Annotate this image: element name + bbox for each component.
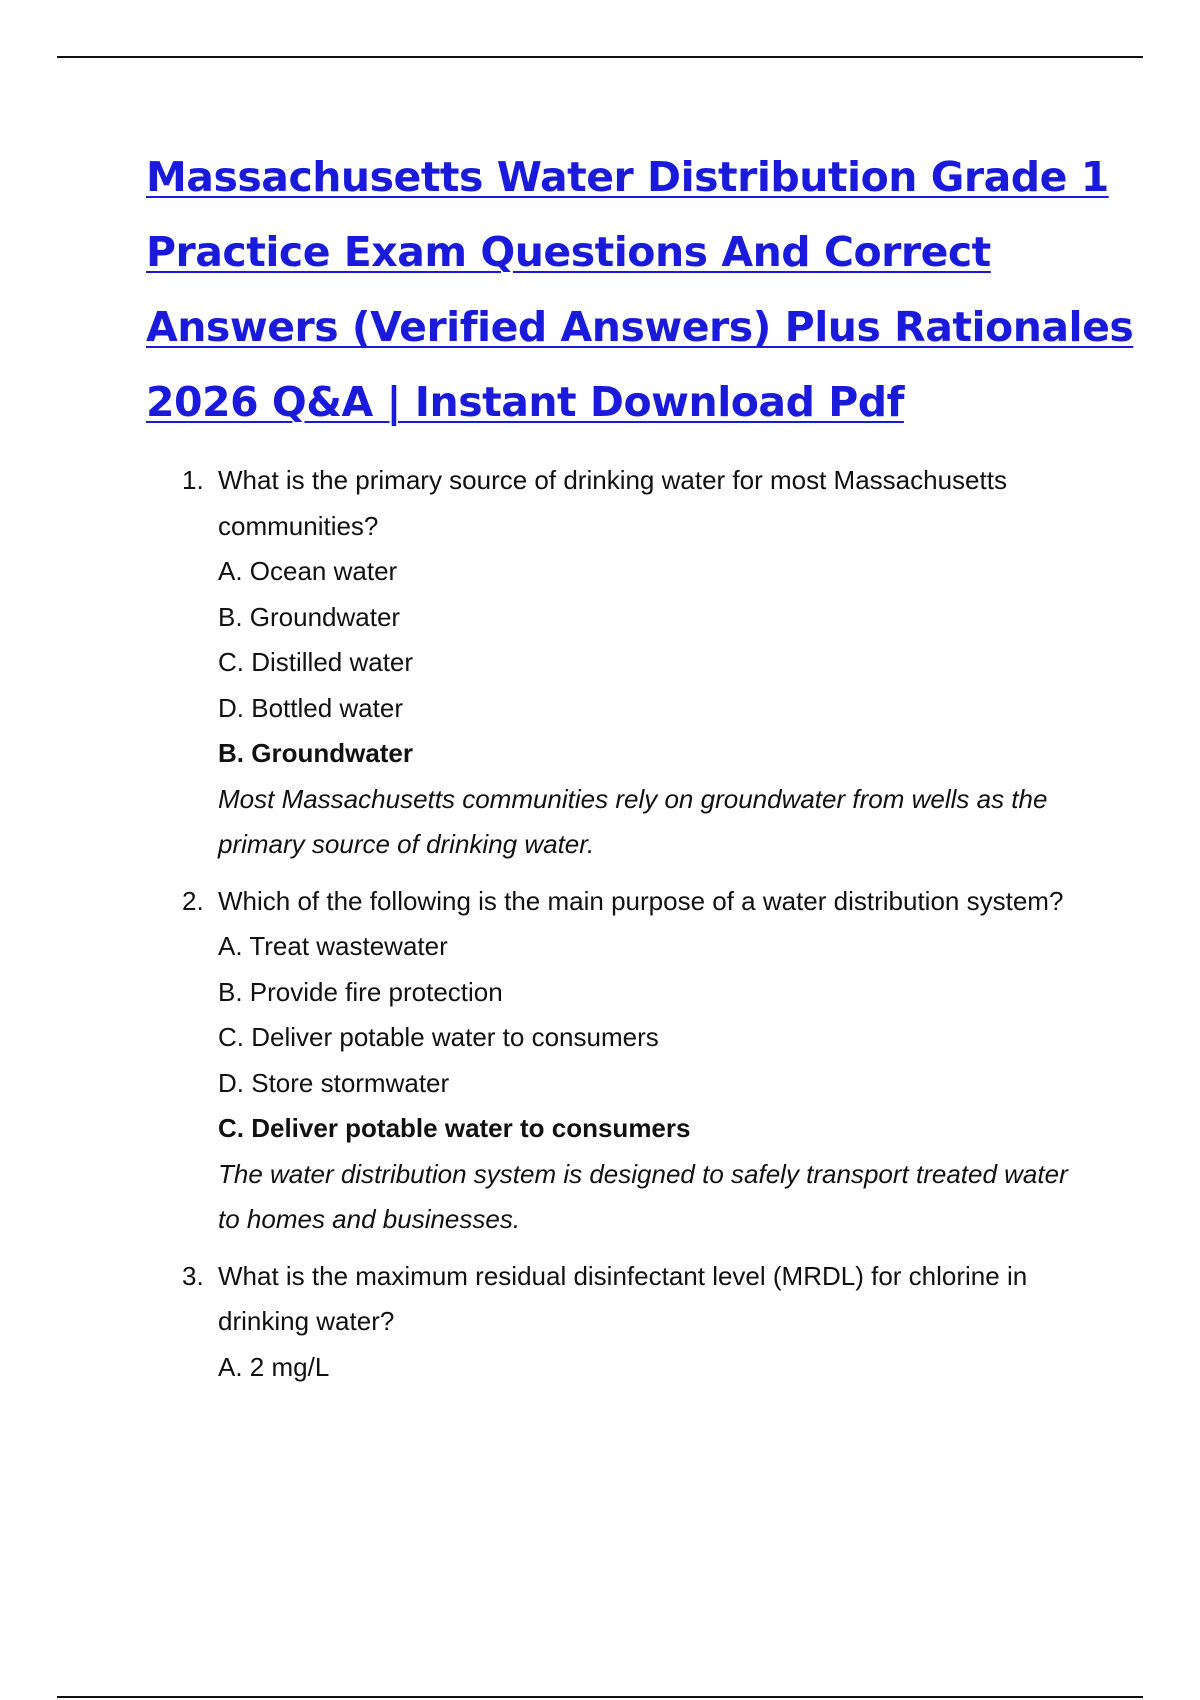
question-number: 2. — [182, 885, 204, 916]
option-b: B. Groundwater — [218, 601, 401, 632]
option-c: C. Distilled water — [218, 647, 414, 677]
rationale: The water distribution system is designed to safely transport treated water to homes and businesses. — [218, 1158, 1068, 1234]
option-a: A. Ocean water — [218, 556, 398, 586]
option-a: A. Treat wastewater — [218, 931, 448, 961]
option-d: D. Store stormwater — [218, 1067, 450, 1098]
question-text: What is the primary source of drinking water for most Massachusetts communities? — [218, 465, 1007, 541]
question-list — [170, 458, 1090, 1401]
correct-answer: B. Groundwater — [218, 738, 414, 768]
question-2 — [170, 879, 1090, 1243]
title-line-1[interactable]: Massachusetts Water Distribution Grade 1 — [146, 153, 1109, 201]
option-d: D. Bottled water — [218, 692, 403, 723]
option-a: A. 2 mg/L — [218, 1351, 330, 1382]
question-number: 3. — [182, 1260, 204, 1291]
question-1 — [170, 458, 1090, 868]
title-line-2[interactable]: Practice Exam Questions And Correct — [146, 228, 991, 276]
option-c: C. Deliver potable water to consumers — [218, 1022, 659, 1052]
question-3 — [170, 1254, 1090, 1391]
question-text: What is the maximum residual disinfectant level (MRDL) for chlorine in drinking water? — [218, 1260, 1028, 1336]
correct-answer: C. Deliver potable water to consumers — [218, 1113, 691, 1143]
rationale: Most Massachusetts communities rely on groundwater from wells as the primary source of drinking water. — [218, 783, 1048, 859]
bottom-rule — [57, 1696, 1143, 1698]
title-line-3[interactable]: Answers (Verified Answers) Plus Rationales — [146, 303, 1134, 351]
option-b: B. Provide fire protection — [218, 976, 503, 1007]
top-rule — [57, 56, 1143, 58]
document-title[interactable] — [146, 140, 1134, 440]
question-text: Which of the following is the main purpose of a water distribution system? — [218, 885, 1064, 916]
question-number: 1. — [182, 465, 204, 495]
title-line-4[interactable]: 2026 Q&A | Instant Download Pdf — [146, 378, 904, 426]
